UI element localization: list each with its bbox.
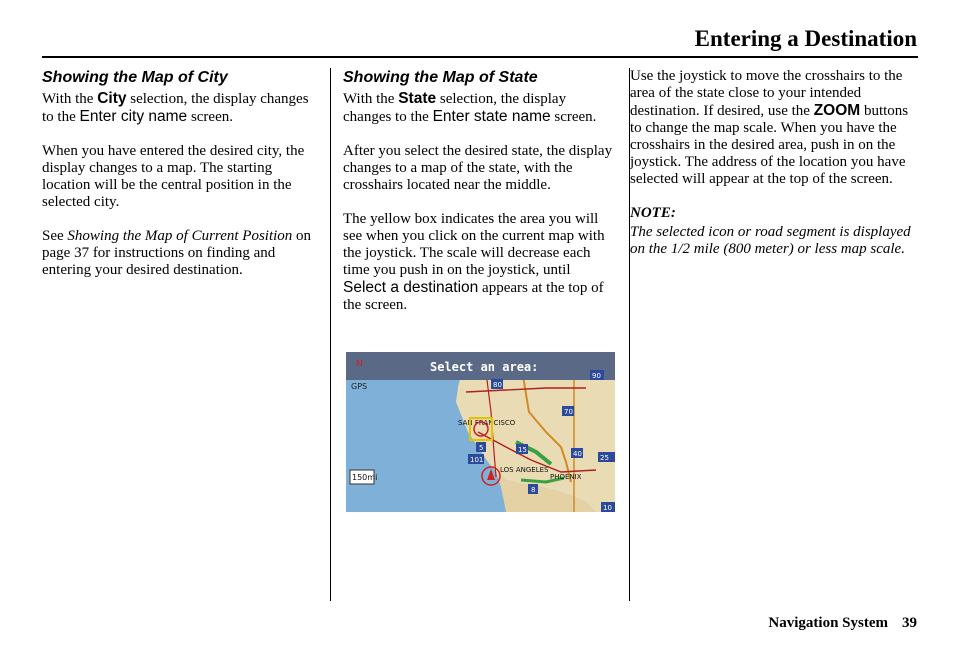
column-instructions	[629, 68, 919, 258]
text: appears at the top of the screen.	[343, 280, 604, 313]
svg-text:70: 70	[564, 408, 573, 416]
text: selection, the display changes to the	[343, 91, 567, 125]
paragraph-see-also	[42, 228, 322, 279]
map-screenshot	[346, 352, 615, 512]
ui-term-select-destination: Select a destination	[343, 279, 479, 296]
cross-reference: Showing the Map of Current Position	[67, 228, 293, 244]
ui-term-state: State	[398, 90, 437, 107]
ui-term-zoom: ZOOM	[813, 102, 861, 119]
column-city	[42, 68, 322, 296]
heading-map-of-state: Showing the Map of State	[343, 69, 538, 86]
svg-text:8: 8	[531, 486, 536, 494]
paragraph-state-map: After you select the desired state, the display changes to a map of the state, with the crosshairs located near the middle.	[343, 143, 613, 193]
paragraph-city-map: When you have entered the desired city, the display changes to a map. The starting location will be the central position in the selected city.	[42, 143, 305, 210]
page-footer	[768, 615, 917, 632]
paragraph-city-selection	[42, 90, 322, 126]
svg-text:25: 25	[600, 454, 609, 462]
svg-text:40: 40	[573, 450, 582, 458]
svg-text:90: 90	[592, 372, 601, 380]
ui-term-city: City	[97, 90, 127, 107]
svg-text:101: 101	[470, 456, 484, 464]
note-heading: NOTE:	[630, 205, 676, 221]
svg-text:10: 10	[603, 504, 612, 512]
svg-text:15: 15	[518, 446, 527, 454]
paragraph-state-selection	[343, 90, 615, 126]
gps-indicator: GPS	[351, 382, 368, 391]
column-state	[343, 68, 615, 331]
map-svg	[346, 352, 615, 512]
north-indicator: N	[356, 359, 363, 369]
ui-term-enter-city-name: Enter city name	[79, 108, 188, 125]
text: Use the joystick to move the crosshairs to the area of the state close to your intended destination. If desired, use the	[630, 68, 903, 119]
text: selection, the display changes to the	[42, 91, 309, 125]
heading-map-of-city: Showing the Map of City	[42, 69, 228, 86]
map-scale: 150mi	[352, 473, 378, 482]
text: buttons to change the map scale. When you have the crosshairs in the desired area, push in on the joystick. The address of the location you have selected will appear at the top of the screen.	[630, 103, 909, 187]
svg-text:5: 5	[479, 444, 484, 452]
ui-term-enter-state-name: Enter state name	[432, 108, 551, 125]
paragraph-yellow-box	[343, 211, 615, 314]
title-rule	[42, 56, 918, 58]
city-label: SAN FRANCISCO	[458, 419, 516, 427]
text: screen.	[187, 109, 233, 125]
text: screen.	[550, 109, 597, 125]
paragraph-joystick	[630, 68, 919, 188]
footer-label: Navigation System	[768, 615, 888, 631]
text: on page 37 for instructions on finding and entering your desired destination.	[42, 228, 312, 278]
page-number: 39	[902, 615, 917, 631]
column-divider-1	[330, 68, 331, 601]
page-title: Entering a Destination	[694, 26, 917, 51]
map-banner-text: Select an area:	[430, 360, 539, 374]
text: See	[42, 228, 68, 244]
note-text: The selected icon or road segment is displayed on the 1/2 mile (800 meter) or less map scale.	[630, 224, 911, 257]
svg-text:80: 80	[493, 381, 502, 389]
city-label: PHOENIX	[550, 473, 582, 481]
text: With the	[42, 91, 98, 107]
text: With the	[343, 91, 399, 107]
text: The yellow box indicates the area you will see when you click on the current map with the joystick. The scale will decrease each time you push in on the joystick, until	[343, 211, 605, 278]
city-label: LOS ANGELES	[500, 466, 549, 474]
